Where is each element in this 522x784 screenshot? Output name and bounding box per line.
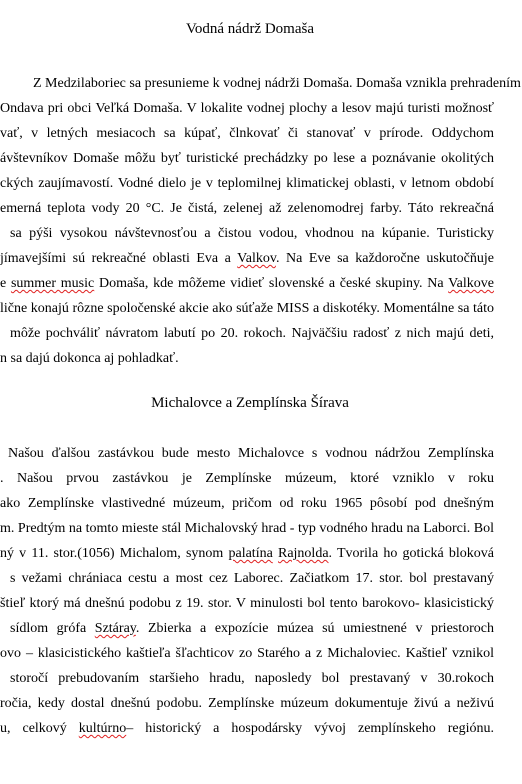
text-line: Z Medzilaboriec sa presunieme k vodnej nádrži Domaša. Domaša vznikla prehradením — [33, 76, 521, 91]
text-line: s vežami chrániaca cestu a most cez Laborec. Začiatkom 17. stor. bol prestavaný — [10, 571, 494, 586]
text-line: lične konajú rôzne spoločenské akcie ako súťaže MISS a diskotéky. Momentálne sa táto — [0, 301, 494, 316]
misspelled-word: Valkov — [237, 251, 276, 266]
text-line: môže pochváliť návratom labutí po 20. rokoch. Najväčšiu radosť z nich majú deti, — [10, 326, 494, 341]
text-line: storočí prebudovaním staršieho hradu, naposledy bol prestavaný v 30.rokoch — [10, 671, 494, 686]
misspelled-word: summer music — [10, 276, 95, 291]
text-line: ávštevníkov Domaše môžu byť turistické prechádzky po lese a poznávanie okolitých — [0, 151, 494, 166]
text-line: sídlom grófa Sztáray. Zbierka a expozície múzea sú umiestnené v priestoroch — [10, 621, 494, 636]
text-line: n sa dajú dokonca aj pohladkať. — [0, 351, 179, 366]
text-line: jímavejšími sú rekreačné oblasti Eva a Valkov. Na Eve sa každoročne uskutočňuje — [0, 251, 494, 266]
section-title-domasa: Vodná nádrž Domaša — [185, 21, 315, 37]
text-line: m. Predtým na tomto mieste stál Michalovský hrad - typ vodného hradu na Laborci. Bol — [0, 521, 494, 536]
misspelled-word: Valkove — [448, 276, 494, 291]
misspelled-word: Sztáray — [94, 621, 136, 636]
text-line: u, celkový kultúrno– historický a hospodársky vývoj zemplínskeho regiónu. — [0, 721, 494, 736]
text-line: Ondava pri obci Veľká Domaša. V lokalite vodnej plochy a lesov majú turisti možnosť — [0, 101, 494, 116]
text-line: ný v 11. stor.(1056) Michalom, synom palatína Rajnolda. Tvorila ho gotická bloková — [0, 546, 495, 561]
section-title-michalovce: Michalovce a Zemplínska Šírava — [151, 395, 349, 411]
misspelled-word: kultúrno — [78, 721, 127, 736]
text-line: Našou ďalšou zastávkou bude mesto Michalovce s vodnou nádržou Zemplínska — [8, 446, 494, 461]
text-line: sa pýši vysokou návštevnosťou a čistou vodou, vhodnou na kúpanie. Turisticky — [10, 226, 494, 241]
text-line: ckých zaujímavostí. Vodné dielo je v teplomilnej klimatickej oblasti, v letnom období — [0, 176, 494, 191]
text-line: štieľ ktorý má dnešnú podobu z 19. stor. V minulosti bol tento barokovo- klasicistický — [0, 596, 494, 611]
misspelled-word: Rajnolda — [277, 546, 329, 561]
text-line: e summer music Domaša, kde môžeme vidieť slovenské a české skupiny. Na Valkove — [0, 276, 494, 291]
text-line: emerná teplota vody 20 °C. Je čistá, zelenej až zelenomodrej farby. Táto rekreačná — [0, 201, 494, 216]
text-line: ročia, kedy dostal dnešnú podobu. Zemplínske múzeum dokumentuje živú a neživú — [0, 696, 494, 711]
text-line: ovo – klasicistického kaštieľa šľachticov zo Starého a z Michaloviec. Kaštieľ vznikol — [0, 646, 494, 661]
text-line: ako Zemplínske vlastivedné múzeum, pričom od roku 1965 pôsobí pod dnešným — [0, 496, 494, 511]
text-line: vať, v letných mesiacoch sa kúpať, člnkovať či stanovať v prírode. Oddychom — [0, 126, 494, 141]
misspelled-word: palatína — [228, 546, 273, 561]
text-line: . Našou prvou zastávkou je Zemplínske múzeum, ktoré vzniklo v roku — [0, 471, 494, 486]
